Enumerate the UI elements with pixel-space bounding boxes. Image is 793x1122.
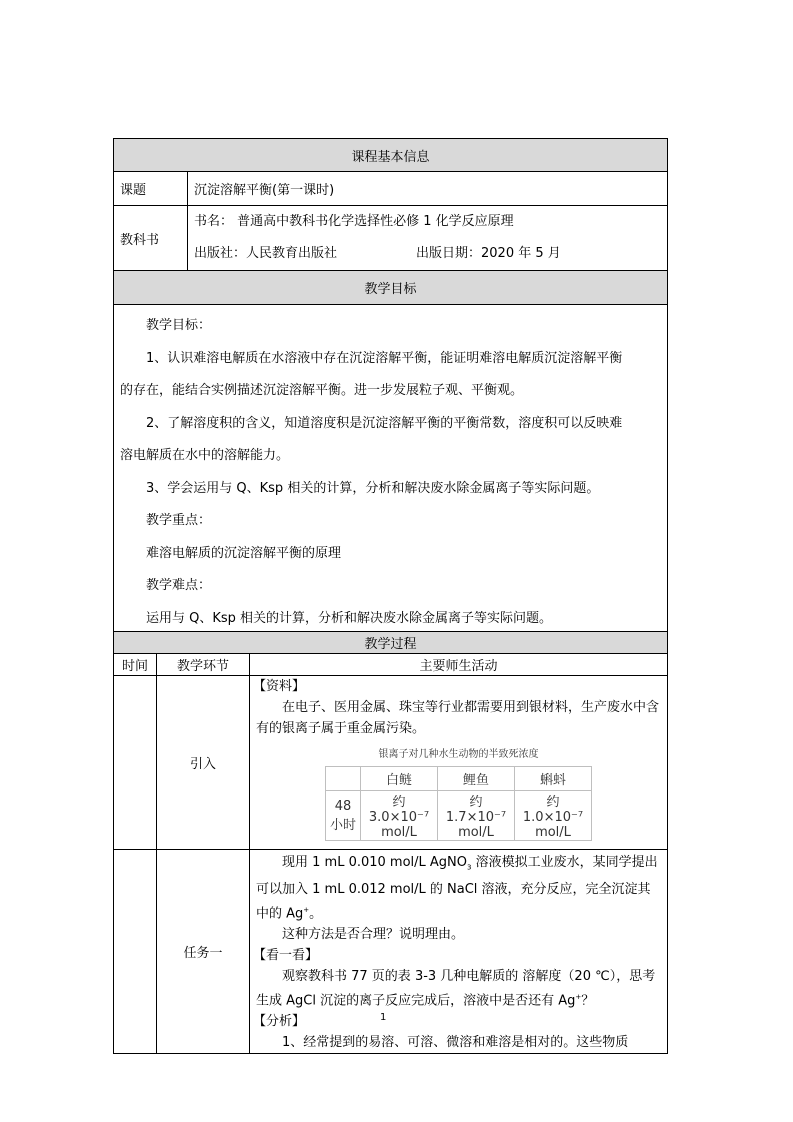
row2-p1c: 。 bbox=[309, 905, 323, 921]
figure-unit-2: mol/L bbox=[458, 825, 494, 840]
key-point-text: 难溶电解质的沉淀溶解平衡的原理 bbox=[146, 545, 342, 561]
row2-p1-sub: 3 bbox=[467, 863, 472, 872]
figure-unit-3: mol/L bbox=[535, 825, 571, 840]
row2-p1 bbox=[250, 852, 667, 924]
objectives-line-2: 1、认识难溶电解质在水溶液中存在沉淀溶解平衡，能证明难溶电解质沉淀溶解平衡 bbox=[146, 350, 623, 366]
objectives-line-1: 教学目标： bbox=[146, 318, 212, 333]
textbook-label: 教科书 bbox=[114, 206, 188, 271]
figure-cell-1 bbox=[361, 791, 438, 841]
figure-row-label bbox=[326, 791, 361, 841]
basic-info-header: 课程基本信息 bbox=[114, 139, 668, 172]
row2-p1b: 溶液模拟工业废水，某同学提出可以加入 1 mL 0.012 mol/L 的 NaCl 溶液，充分反应，完全沉淀其中的 Ag bbox=[256, 855, 658, 921]
row2-p4: 1、经常提到的易溶、可溶、微溶和难溶是相对的。这些物质 bbox=[282, 1035, 629, 1051]
figure-cell-2 bbox=[438, 791, 515, 841]
row2-p3-sup: + bbox=[575, 992, 582, 1001]
col-step: 教学环节 bbox=[157, 654, 250, 676]
row2-p3a: 观察教科书 77 页的表 3-3 几种电解质的 溶解度（20 ℃），思考生成 AgCl 沉淀的离子反应完成后，溶液中是否还有 Ag bbox=[256, 968, 656, 1009]
objectives-body bbox=[114, 305, 668, 636]
objectives-line-5: 溶电解质在水中的溶解能力。 bbox=[120, 448, 290, 463]
objectives-line-6: 3、学会运用与 Q、Ksp 相关的计算，分析和解决废水除金属离子等实际问题。 bbox=[146, 480, 600, 496]
objectives-header: 教学目标 bbox=[114, 271, 668, 305]
row2-tag2: 【看一看】 bbox=[253, 947, 319, 963]
process-header: 教学过程 bbox=[114, 632, 668, 654]
row1-para: 在电子、医用金属、珠宝等行业都需要用到银材料，生产废水中含有的银离子属于重金属污染。 bbox=[256, 700, 660, 736]
figure-header-2: 鲤鱼 bbox=[438, 767, 515, 791]
figure-row-label-1: 48 bbox=[334, 798, 352, 814]
textbook-details bbox=[188, 206, 668, 271]
row2-time bbox=[114, 850, 157, 1054]
row2-p3b: ？ bbox=[581, 993, 595, 1009]
row2-p2: 这种方法是否合理？说明理由。 bbox=[282, 926, 465, 942]
figure-val-3: 约1.0×10⁻⁷ bbox=[522, 795, 584, 825]
book-name: 书名： 普通高中教科书化学选择性必修 1 化学反应原理 bbox=[194, 214, 514, 229]
row1-tag: 【资料】 bbox=[253, 679, 306, 694]
row2-step: 任务一 bbox=[157, 850, 250, 1054]
figure-header-3: 蝌蚪 bbox=[515, 767, 592, 791]
difficulty-label: 教学难点： bbox=[146, 578, 212, 593]
page-number: 1 bbox=[380, 1012, 387, 1023]
col-activity: 主要师生活动 bbox=[250, 654, 668, 676]
row2-p1a: 现用 1 mL 0.010 mol/L AgNO bbox=[282, 855, 468, 870]
figure-unit-1: mol/L bbox=[381, 825, 417, 840]
topic-value: 沉淀溶解平衡(第一课时) bbox=[188, 172, 668, 206]
objectives-line-4: 2、了解溶度积的含义，知道溶度积是沉淀溶解平衡的平衡常数，溶度积可以反映难 bbox=[146, 415, 623, 431]
figure-cell-3 bbox=[515, 791, 592, 841]
publisher-line bbox=[194, 238, 667, 270]
objectives-line-3: 的存在，能结合实例描述沉淀溶解平衡。进一步发展粒子观、平衡观。 bbox=[120, 383, 524, 398]
figure-header-0 bbox=[326, 767, 361, 791]
lc50-figure-table bbox=[325, 766, 592, 841]
pub-date: 出版日期：2020 年 5 月 bbox=[416, 246, 561, 261]
row1-step: 引入 bbox=[157, 676, 250, 850]
basic-info-table bbox=[113, 138, 668, 636]
row1-activity bbox=[250, 676, 668, 850]
figure-header-1: 白鲢 bbox=[361, 767, 438, 791]
figure-val-1: 约3.0×10⁻⁷ bbox=[368, 795, 430, 825]
key-point-label: 教学重点： bbox=[146, 513, 212, 528]
figure-title: 银离子对几种水生动物的半致死浓度 bbox=[378, 749, 539, 760]
row2-p3 bbox=[250, 966, 667, 1011]
process-table bbox=[113, 631, 668, 1054]
difficulty-text: 运用与 Q、Ksp 相关的计算，分析和解决废水除金属离子等实际问题。 bbox=[146, 610, 553, 626]
col-time: 时间 bbox=[114, 654, 157, 676]
publisher: 出版社：人民教育出版社 bbox=[194, 246, 338, 261]
row2-p1-sup: + bbox=[303, 905, 310, 914]
row2-tag3: 【分析】 bbox=[253, 1014, 306, 1030]
row1-time bbox=[114, 676, 157, 850]
topic-label: 课题 bbox=[114, 172, 188, 206]
figure-row-label-2: 小时 bbox=[330, 817, 357, 833]
row2-activity bbox=[250, 850, 668, 1054]
figure-val-2: 约1.7×10⁻⁷ bbox=[445, 795, 507, 825]
